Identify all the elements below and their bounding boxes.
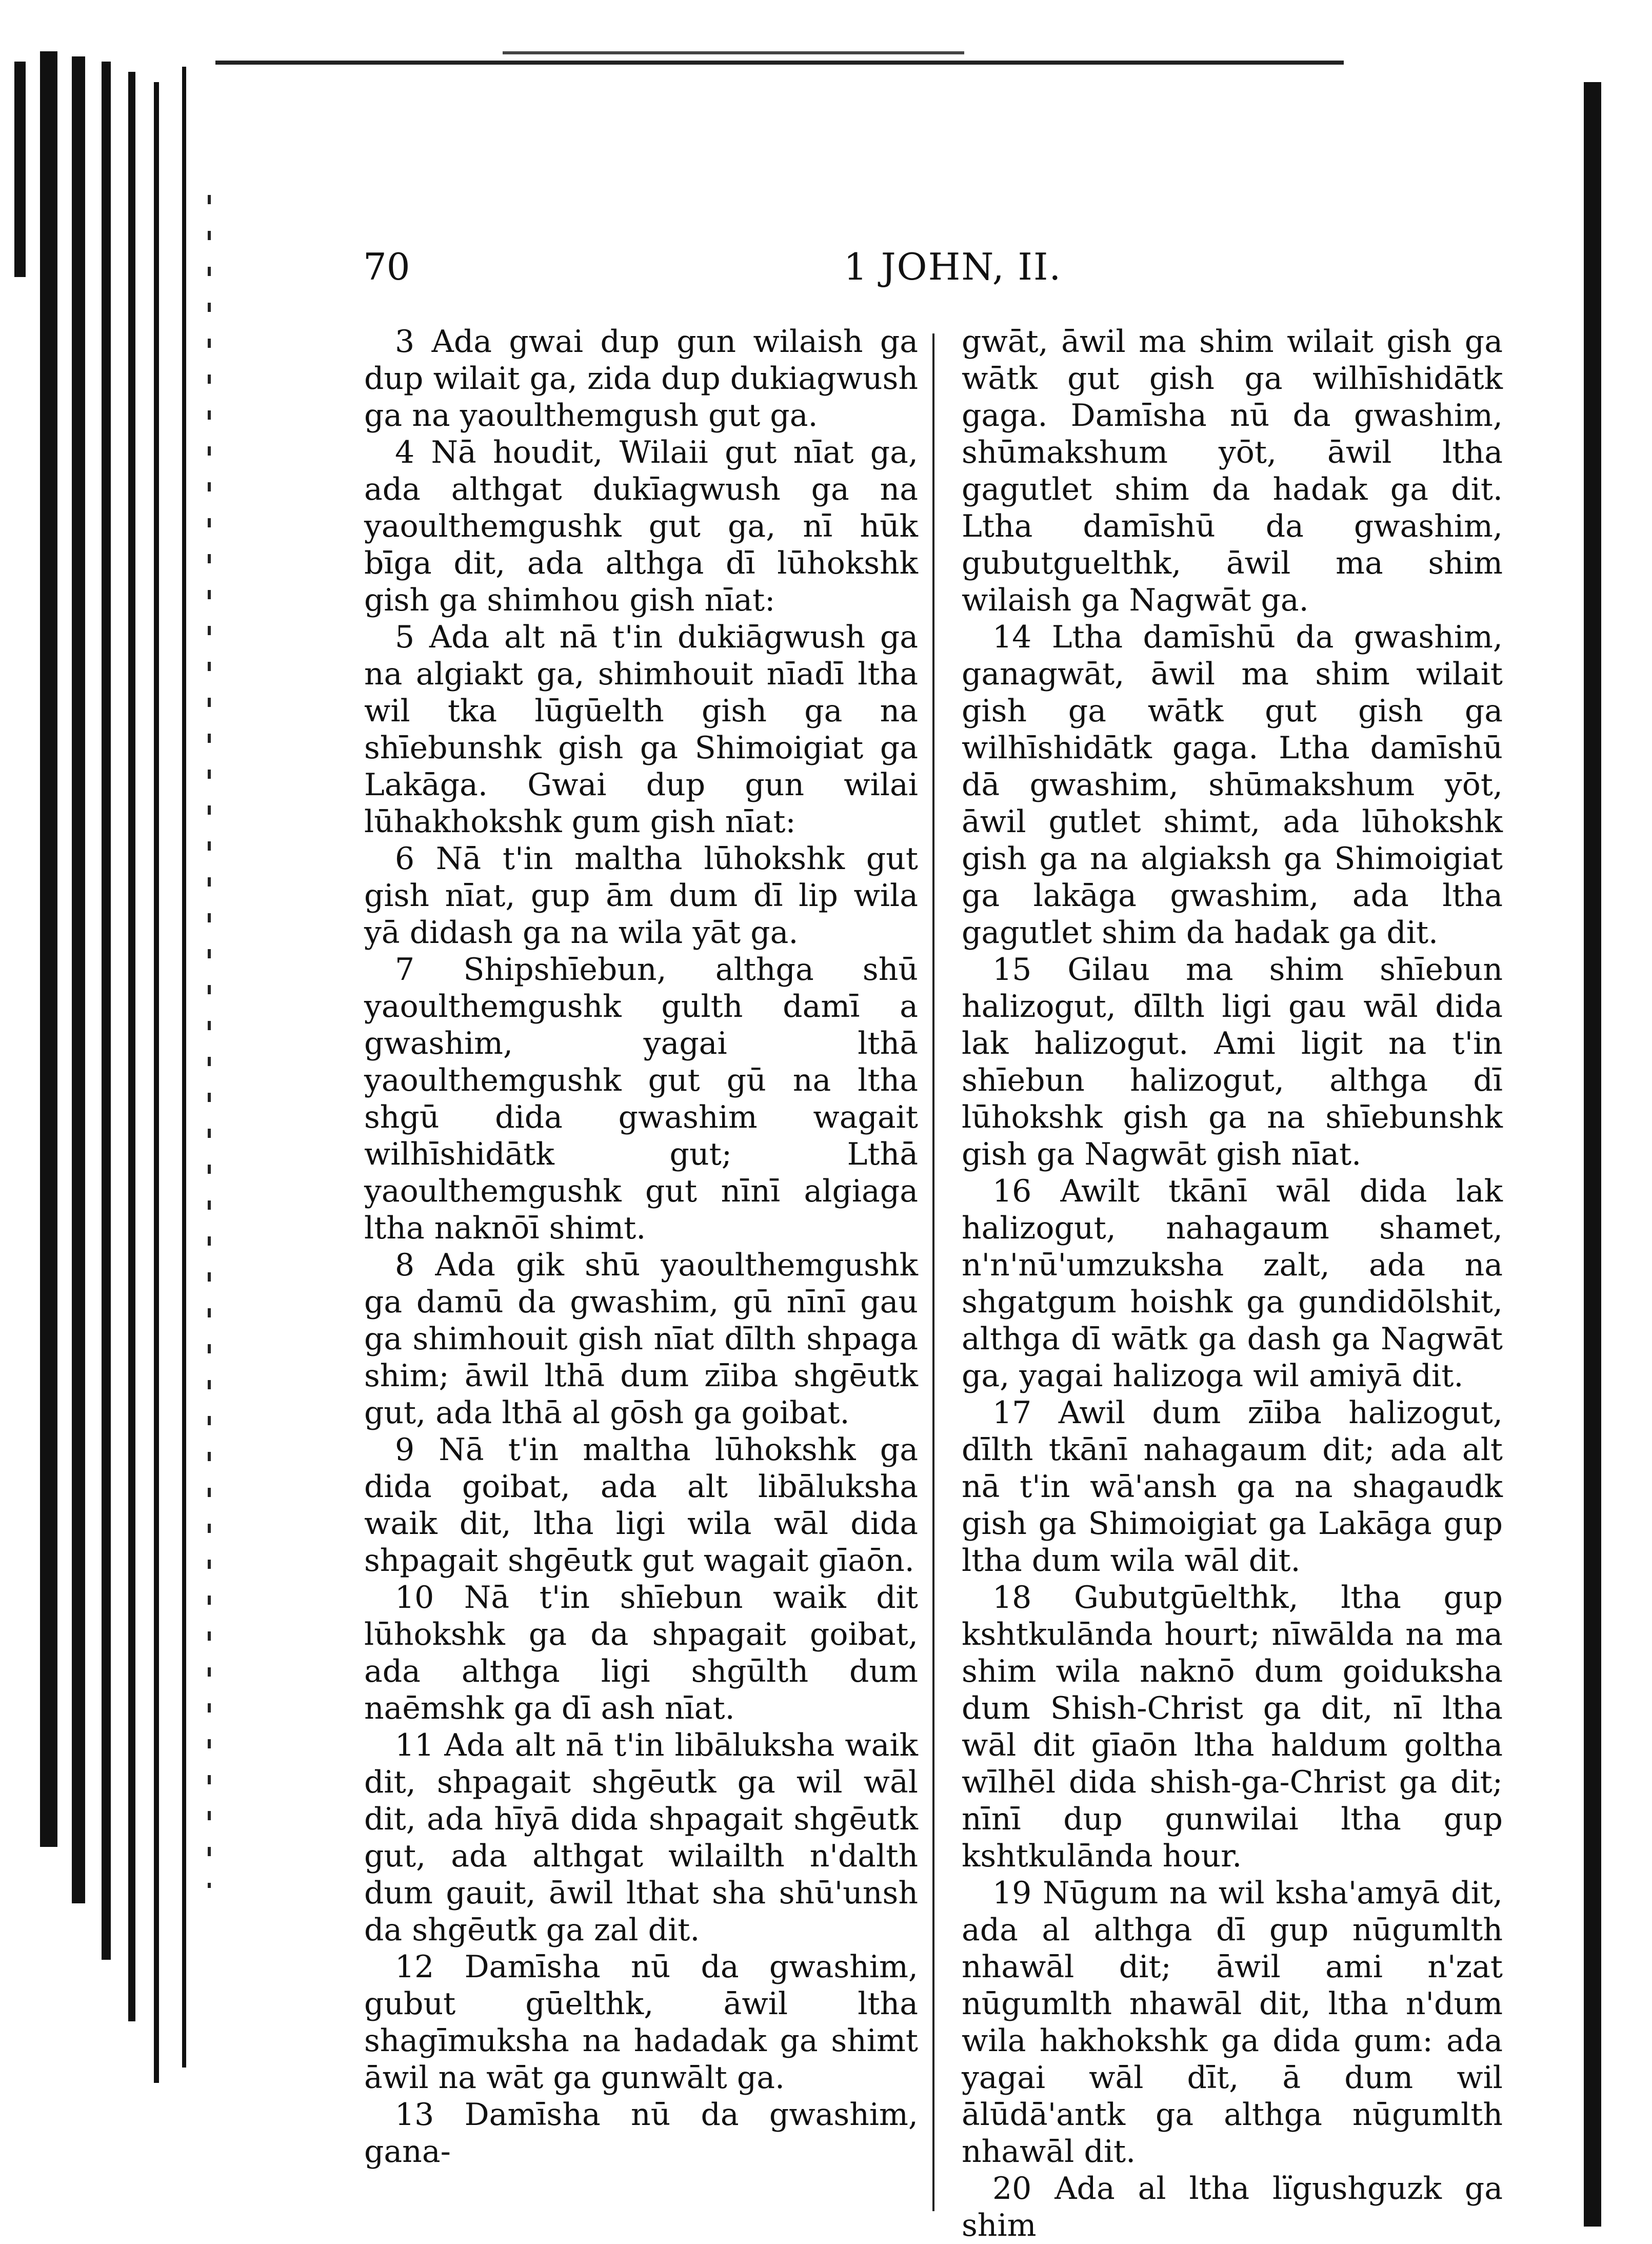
verse-paragraph: 8 Ada gik shū yaoulthemgushk ga damū da gwashim, gū nīnī gau ga shimhouit gish nīat dīlth shpaga shim; āwil lthā dum zīiba shgēutk gut, ada lthā al gōsh ga goibat. [364, 1247, 918, 1431]
binding-edge-bar-1 [14, 62, 26, 277]
verse-paragraph: 19 Nūgum na wil ksha'amyā dit, ada al althga dī gup nūgumlth nhawāl dit; āwil ami n'zat nūgumlth nhawāl dit, ltha n'dum wila hakhokshk ga dida gum: ada yagai wāl dīt, ā dum wil ālūdā'antk ga althga nūgumlth nhawāl dit. [962, 1875, 1503, 2170]
verse-paragraph: 6 Nā t'in maltha lūhokshk gut gish nīat, gup ām dum dī lip wila yā didash ga na wila yāt ga. [364, 841, 918, 951]
verse-paragraph: 5 Ada alt nā t'in dukiāgwush ga na algiakt ga, shimhouit nīadī ltha wil tka lūgūelth gish ga na shīebunshk gish ga Shimoigiat ga Lakāga. Gwai dup gun wilai lūhakhokshk gum gish nīat: [364, 619, 918, 840]
verse-paragraph: 12 Damīsha nū da gwashim, gubut gūelthk, āwil ltha shagīmuksha na hadadak ga shimt āwil na wāt ga gunwālt ga. [364, 1949, 918, 2096]
verse-paragraph: 9 Nā t'in maltha lūhokshk ga dida goibat, ada alt libāluksha waik dit, ltha ligi wila wāl dida shpagait shgēutk gut wagait gīaōn. [364, 1432, 918, 1579]
top-edge-rule-upper [503, 51, 964, 54]
verse-paragraph: 13 Damīsha nū da gwashim, gana- [364, 2097, 918, 2170]
left-margin-speckle [208, 195, 211, 1888]
continued-paragraph: gwāt, āwil ma shim wilait gish ga wātk gut gish ga wilhīshidātk gaga. Damīsha nū da gwashim, shūmakshum yōt, āwil ltha gagutlet shim da hadak ga dit. Ltha damīshū da gwashim, gubutguelthk, āwil ma shim wilaish ga Nagwāt ga. [962, 324, 1503, 618]
binding-edge-bar-3 [72, 56, 85, 1903]
verse-paragraph: 3 Ada gwai dup gun wilaish ga dup wilait ga, zida dup dukiagwush ga na yaoulthemgush gut ga. [364, 324, 918, 434]
right-edge-bar [1584, 82, 1601, 2227]
binding-edge-bar-4 [102, 62, 111, 1960]
left-column [364, 323, 918, 2170]
verse-paragraph: 20 Ada al ltha lïgushguzk ga shim [962, 2171, 1503, 2243]
binding-edge-bar-2 [40, 51, 57, 1847]
page-number: 70 [363, 245, 410, 288]
verse-paragraph: 18 Gubutgūelthk, ltha gup kshtkulānda hourt; nīwālda na ma shim wila naknō dum goiduksha dum Shish-Christ ga dit, nī ltha wāl dit gīaōn ltha haldum goltha wīlhēl dida shish-ga-Christ ga dit; nīnī dup gunwilai ltha gup kshtkulānda hour. [962, 1580, 1503, 1874]
top-edge-rule [215, 61, 1344, 65]
binding-edge-bar-6 [154, 82, 159, 2083]
verse-paragraph: 11 Ada alt nā t'in libāluksha waik dit, shpagait shgēutk ga wil wāl dit, ada hīyā dida shpagait shgēutk gut, ada althgat wilailth n'dalth dum gauit, āwil lthat sha shū'unsh da shgēutk ga zal dit. [364, 1727, 918, 1948]
verse-paragraph: 14 Ltha damīshū da gwashim, ganagwāt, āwil ma shim wilait gish ga wātk gut gish ga wilhīshidātk gaga. Ltha damīshū dā gwashim, shūmakshum yōt, āwil gutlet shimt, ada lūhokshk gish ga na algiaksh ga Shimoigiat ga lakāga gwashim, ada ltha gagutlet shim da hadak ga dit. [962, 619, 1503, 951]
running-head: 1 JOHN, II. [844, 245, 1062, 288]
verse-paragraph: 10 Nā t'in shīebun waik dit lūhokshk ga da shpagait goibat, ada althga ligi shgūlth dum naēmshk ga dī ash nīat. [364, 1580, 918, 1726]
binding-edge-bar-7 [182, 67, 186, 2068]
verse-paragraph: 16 Awilt tkānī wāl dida lak halizogut, nahagaum shamet, n'n'nū'umzuksha zalt, ada na shgatgum hoishk ga gundidōlshit, althga dī wātk ga dash ga Nagwāt ga, yagai halizoga wil amiyā dit. [962, 1173, 1503, 1394]
verse-paragraph: 7 Shipshīebun, althga shū yaoulthemgushk gulth damī a gwashim, yagai lthā yaoulthemgushk gut gū na ltha shgū dida gwashim wagait wilhīshidātk gut; Lthā yaoulthemgushk gut nīnī algiaga ltha naknōī shimt. [364, 952, 918, 1246]
column-divider [932, 333, 934, 2211]
verse-paragraph: 4 Nā houdit, Wilaii gut nīat ga, ada althgat dukīagwush ga na yaoulthemgushk gut ga, nī hūk bīga dit, ada althga dī lūhokshk gish ga shimhou gish nīat: [364, 435, 918, 618]
binding-edge-bar-5 [128, 72, 135, 2021]
verse-paragraph: 15 Gilau ma shim shīebun halizogut, dīlth ligi gau wāl dida lak halizogut. Ami ligit na t'in shīebun halizogut, althga dī lūhokshk gish ga na shīebunshk gish ga Nagwāt gish nīat. [962, 952, 1503, 1172]
verse-paragraph: 17 Awil dum zīiba halizogut, dīlth tkānī nahagaum dit; ada alt nā t'in wā'ansh ga na shagaudk gish ga Shimoigiat ga Lakāga gup ltha dum wila wāl dit. [962, 1395, 1503, 1579]
right-column [962, 323, 1503, 2244]
